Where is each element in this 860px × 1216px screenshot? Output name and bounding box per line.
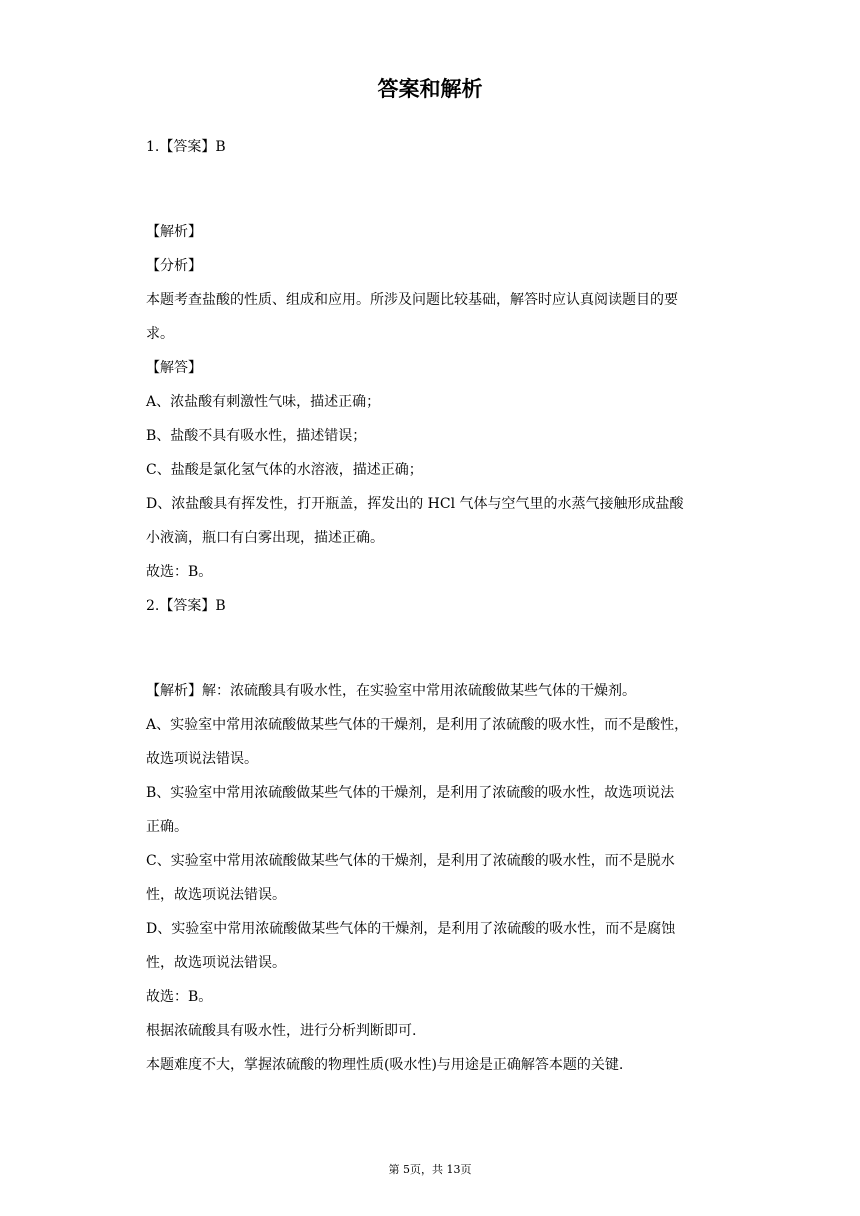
q1-option-d: D、浓盐酸具有挥发性，打开瓶盖，挥发出的 HCl 气体与空气里的水蒸气接触形成盐酸 [146, 496, 684, 512]
q2-option-d: D、实验室中常用浓硫酸做某些气体的干燥剂，是利用了浓硫酸的吸水性，而不是腐蚀 [146, 921, 676, 937]
q2-answer: 2.【答案】B [146, 598, 226, 614]
q1-option-d: 小液滴，瓶口有白雾出现，描述正确。 [146, 530, 384, 546]
q1-fenxi-heading: 【分析】 [146, 258, 202, 274]
q2-option-d: 性，故选项说法错误。 [146, 955, 286, 971]
page-title: 答案和解析 [377, 77, 483, 101]
q2-option-c: 性，故选项说法错误。 [146, 887, 286, 903]
q2-choice: 故选：B。 [146, 989, 213, 1005]
answer-content [146, 130, 720, 1082]
q2-option-a: A、实验室中常用浓硫酸做某些气体的干燥剂，是利用了浓硫酸的吸水性，而不是酸性， [146, 717, 689, 733]
q1-option-c: C、盐酸是氯化氢气体的水溶液，描述正确； [146, 462, 423, 478]
q1-analysis-line: 求。 [146, 326, 174, 342]
q2-option-a: 故选项说法错误。 [146, 751, 258, 767]
page-number-footer: 第 5页，共 13页 [388, 1163, 472, 1176]
spacer [146, 623, 720, 674]
q2-jiexi: 【解析】解：浓硫酸具有吸水性，在实验室中常用浓硫酸做某些气体的干燥剂。 [146, 683, 636, 699]
q1-answer: 1.【答案】B [146, 139, 226, 155]
q1-choice: 故选：B。 [146, 564, 213, 580]
q2-note: 根据浓硫酸具有吸水性，进行分析判断即可. [146, 1023, 417, 1039]
q2-option-b: B、实验室中常用浓硫酸做某些气体的干燥剂，是利用了浓硫酸的吸水性，故选项说法 [146, 785, 675, 801]
q1-option-a: A、浓盐酸有刺激性气味，描述正确； [146, 394, 381, 410]
q1-jieda-heading: 【解答】 [146, 360, 202, 376]
q1-analysis-line: 本题考查盐酸的性质、组成和应用。所涉及问题比较基础，解答时应认真阅读题目的要 [146, 292, 678, 308]
q2-option-c: C、实验室中常用浓硫酸做某些气体的干燥剂，是利用了浓硫酸的吸水性，而不是脱水 [146, 853, 675, 869]
q2-option-b: 正确。 [146, 819, 188, 835]
q2-note: 本题难度不大，掌握浓硫酸的物理性质(吸水性)与用途是正确解答本题的关键. [146, 1057, 624, 1073]
spacer [146, 164, 720, 215]
q1-option-b: B、盐酸不具有吸水性，描述错误； [146, 428, 367, 444]
q1-jiexi-heading: 【解析】 [146, 224, 202, 240]
